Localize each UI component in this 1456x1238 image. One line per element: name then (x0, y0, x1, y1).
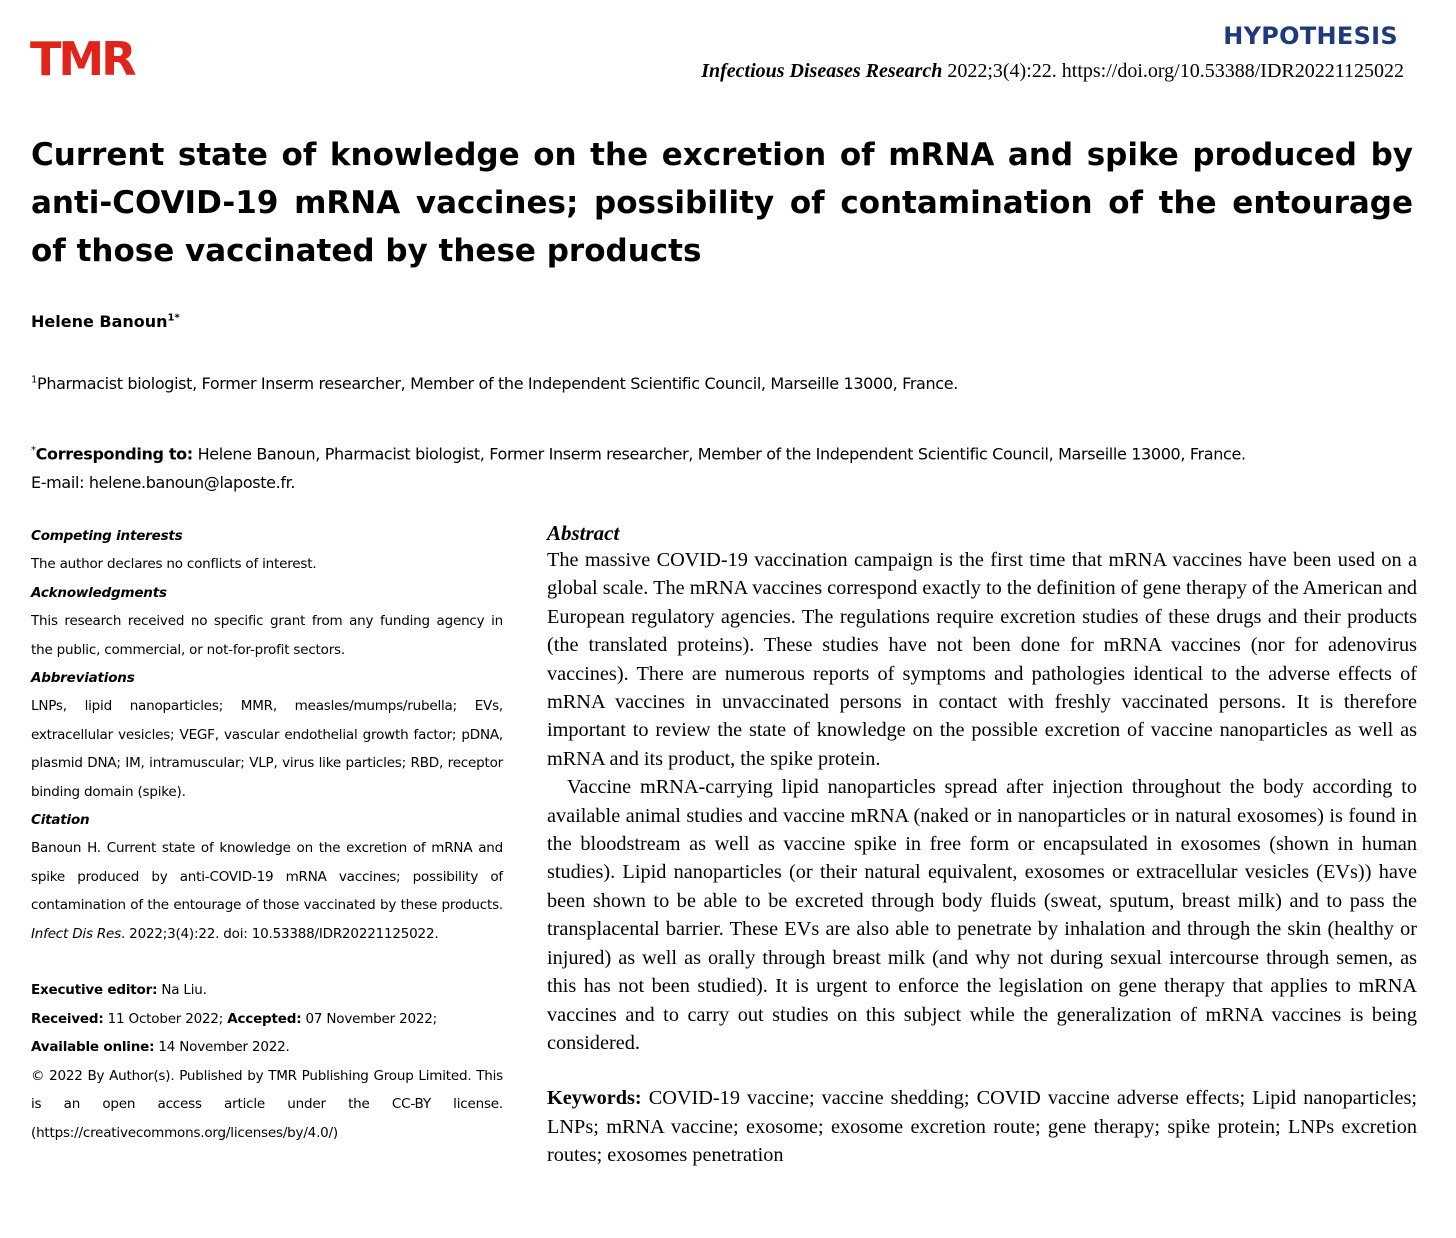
abbreviations-heading: Abbreviations (31, 670, 135, 687)
abbreviations-text: LNPs, lipid nanoparticles; MMR, measles/mumps/rubella; EVs, extracellular vesicles; VEGF, vascular endothelial growth factor; pDNA, plasmid DNA; IM, intramuscular; VLP, virus like particles; RBD, receptor binding domain (spike). (31, 698, 503, 800)
received-value: 11 October 2022; (103, 1010, 228, 1027)
accepted-value: 07 November 2022; (301, 1010, 437, 1027)
journal-name: Infectious Diseases Research (701, 60, 943, 82)
article-type-label: HYPOTHESIS (1223, 22, 1398, 50)
author-name (31, 312, 180, 331)
journal-citation-line (701, 60, 1404, 83)
correspondence-text: Helene Banoun, Pharmacist biologist, Former Inserm researcher, Member of the Independent Scientific Council, Marseille 13000, France. (192, 444, 1246, 464)
license-text: © 2022 By Author(s). Published by TMR Publishing Group Limited. This is an open access article under the CC-BY license. (https://creativecommons.org/licenses/by/4.0/) (31, 1067, 503, 1141)
keywords (547, 1084, 1417, 1169)
article-info-sidebar (31, 522, 503, 1147)
available-online-value: 14 November 2022. (154, 1039, 290, 1056)
correspondence-label: Corresponding to: (35, 444, 193, 464)
available-online-label: Available online: (31, 1039, 155, 1056)
affiliation-superscript: 1 (31, 374, 38, 386)
correspondence-line (31, 436, 1431, 468)
author-superscript: 1* (167, 312, 180, 324)
correspondence-superscript: * (31, 445, 36, 456)
dates-received-accepted (31, 1005, 503, 1033)
abstract-paragraph-1: The massive COVID-19 vaccination campaign is the first time that mRNA vaccines have been used on a global scale. The mRNA vaccines correspond exactly to the definition of gene therapy of the American and European regulatory agencies. The regulations require excretion studies of these drugs and their products (the translated proteins). These studies have not been done for mRNA vaccines (nor for adenovirus vaccines). There are numerous reports of symptoms and pathologies identical to the adverse effects of mRNA vaccines in unvaccinated persons in contact with freshly vaccinated persons. It is therefore important to review the state of knowledge on the possible excretion of vaccine nanoparticles as well as mRNA and its product, the spike protein. (547, 549, 1417, 770)
executive-editor-label: Executive editor: (31, 982, 158, 999)
citation-text (31, 834, 503, 948)
executive-editor-value: Na Liu. (157, 982, 207, 999)
acknowledgments-heading: Acknowledgments (31, 584, 167, 601)
affiliation (31, 374, 958, 393)
competing-interests-heading: Competing interests (31, 528, 183, 544)
accepted-label: Accepted: (227, 1010, 302, 1027)
received-label: Received: (31, 1010, 104, 1027)
correspondence (31, 436, 1431, 497)
competing-interests-text: The author declares no conflicts of interest. (31, 556, 317, 573)
acknowledgments-text: This research received no specific grant from any funding agency in the public, commercial, or not-for-profit sectors. (31, 613, 503, 658)
citation-text-b: . 2022;3(4):22. doi: 10.53388/IDR20221125022. (121, 925, 439, 942)
author-name-text: Helene Banoun (31, 312, 168, 331)
keywords-label: Keywords: (547, 1087, 642, 1110)
citation-journal: Infect Dis Res (31, 925, 121, 942)
affiliation-text: Pharmacist biologist, Former Inserm researcher, Member of the Independent Scientific Council, Marseille 13000, France. (37, 374, 958, 393)
correspondence-email[interactable]: E-mail: helene.banoun@laposte.fr. (31, 473, 296, 493)
available-online (31, 1033, 503, 1061)
citation-text-a: Banoun H. Current state of knowledge on the excretion of mRNA and spike produced by anti-COVID-19 mRNA vaccines; possibility of contamination of the entourage of those vaccinated by these products. (31, 840, 503, 914)
spacer (31, 948, 503, 976)
abstract-paragraph-2: Vaccine mRNA-carrying lipid nanoparticles spread after injection throughout the body according to available animal studies and vaccine mRNA (naked or in nanoparticles or in natural exosomes) is found in the bloodstream as well as vaccine spike in free form or encapsulated in exosomes (shown in human studies). Lipid nanoparticles (or their natural equivalent, exosomes or extracellular vesicles (EVs)) have been shown to be able to be excreted through body fluids (sweat, sputum, breast milk) and to pass the transplacental barrier. These EVs are also able to penetrate by inhalation and through the skin (healthy or injured) as well as orally through breast milk (and why not during sexual intercourse through semen, as this has not been studied). It is urgent to enforce the legislation on gene therapy that applies to mRNA vaccines and to carry out studies on this subject while the generalization of mRNA vaccines is being considered. (547, 776, 1417, 1054)
article-title: Current state of knowledge on the excretion of mRNA and spike produced by anti-COVID-19 mRNA vaccines; possibility of contamination of the entourage of those vaccinated by these products (31, 137, 1413, 269)
citation-heading: Citation (31, 812, 90, 829)
abstract-section (547, 520, 1417, 1170)
abstract-heading: Abstract (547, 521, 620, 545)
keywords-text: COVID-19 vaccine; vaccine shedding; COVID vaccine adverse effects; Lipid nanoparticles; LNPs; mRNA vaccine; exosome; exosome excretion route; gene therapy; spike protein; LNPs excretion routes; exosomes penetration (547, 1087, 1417, 1167)
journal-volume-doi: 2022;3(4):22. https://doi.org/10.53388/IDR20221125022 (942, 60, 1404, 82)
executive-editor (31, 976, 503, 1004)
journal-logo: TMR (30, 32, 134, 86)
